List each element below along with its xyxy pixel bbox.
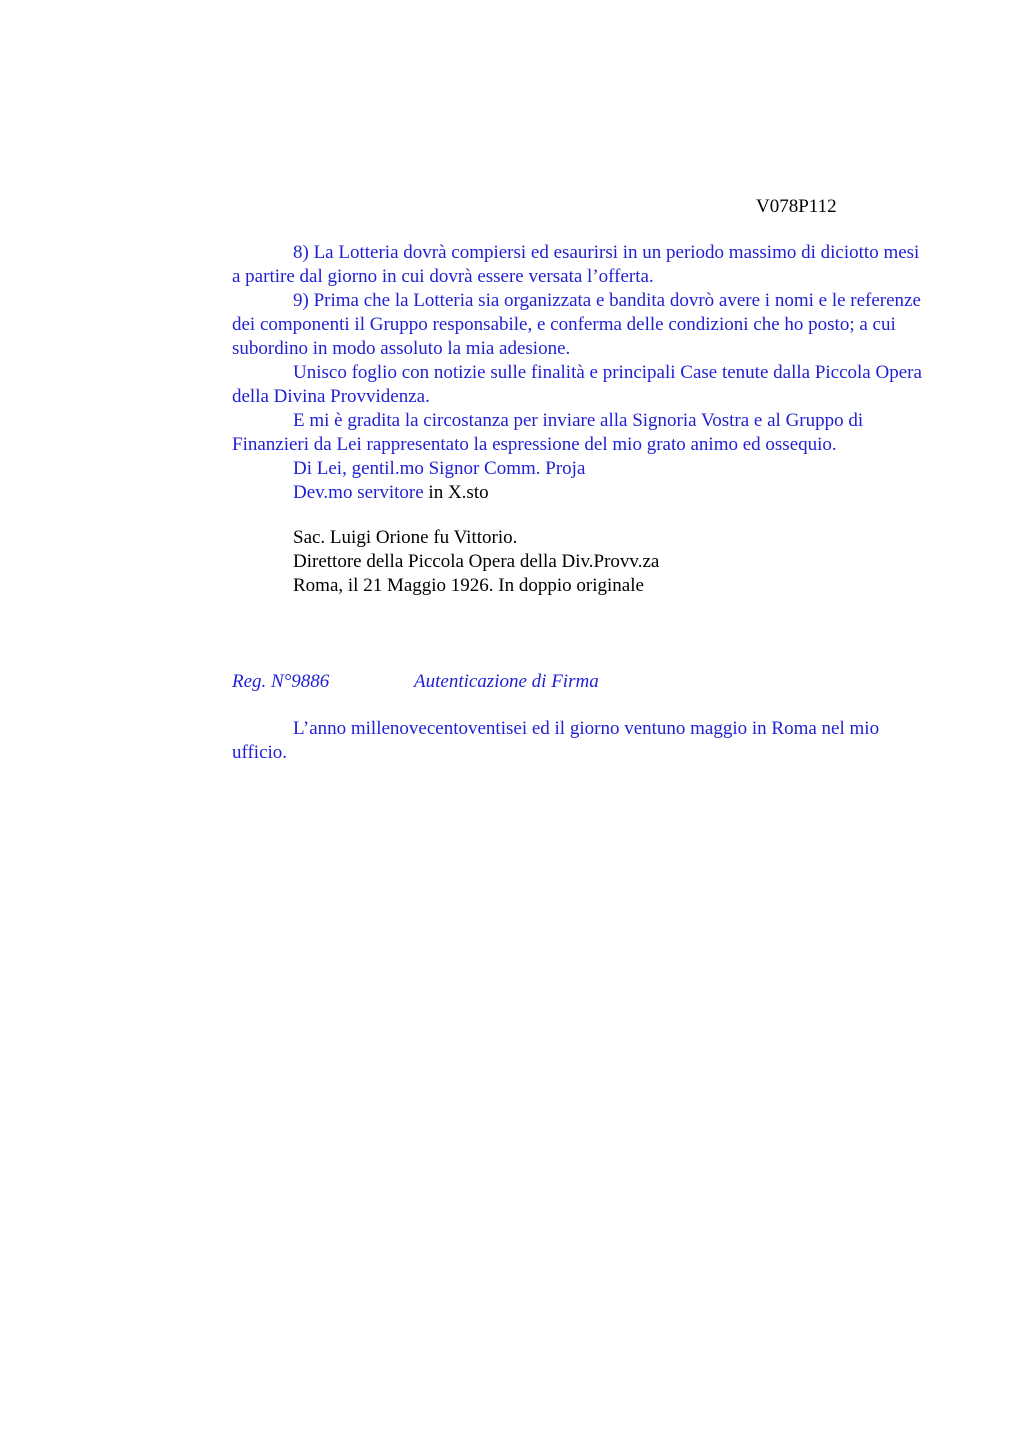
paragraph-gradita: E mi è gradita la circostanza per inviare alla Signoria Vostra e al Gruppo di Finanzieri da Lei rappresentato la espressione del mio grato animo ed ossequio. bbox=[232, 410, 864, 455]
authentication-heading: Autenticazione di Firma bbox=[414, 671, 599, 692]
registration-number: Reg. N°9886 bbox=[232, 671, 330, 692]
page-code: V078P112 bbox=[756, 196, 837, 217]
signature-block bbox=[293, 526, 659, 598]
signature-title: Direttore della Piccola Opera della Div.Provv.za bbox=[293, 551, 660, 572]
closing-servitore-line bbox=[232, 481, 932, 505]
signature-place-date: Roma, il 21 Maggio 1926. In doppio originale bbox=[293, 575, 644, 596]
servitore-text: Dev.mo servitore bbox=[293, 482, 424, 503]
paragraph-8: 8) La Lotteria dovrà compiersi ed esaurirsi in un periodo massimo di diciotto mesi a partire dal giorno in cui dovrà essere versata l’offerta. bbox=[232, 242, 920, 287]
registration-line bbox=[232, 670, 599, 694]
paragraph-unisco: Unisco foglio con notizie sulle finalità e principali Case tenute dalla Piccola Opera della Divina Provvidenza. bbox=[232, 362, 922, 407]
authentication-paragraph: L’anno millenovecentoventisei ed il giorno ventuno maggio in Roma nel mio ufficio. bbox=[232, 718, 880, 763]
paragraph-9: 9) Prima che la Lotteria sia organizzata e bandita dovrò avere i nomi e le referenze dei componenti il Gruppo responsabile, e conferma delle condizioni che ho posto; a cui subordino in modo assoluto la mia adesione. bbox=[232, 290, 921, 359]
signature-name: Sac. Luigi Orione fu Vittorio. bbox=[293, 527, 518, 548]
in-xsto-text: in X.sto bbox=[423, 482, 489, 503]
closing-salutation: Di Lei, gentil.mo Signor Comm. Proja bbox=[293, 458, 586, 479]
letter-body bbox=[232, 241, 932, 505]
